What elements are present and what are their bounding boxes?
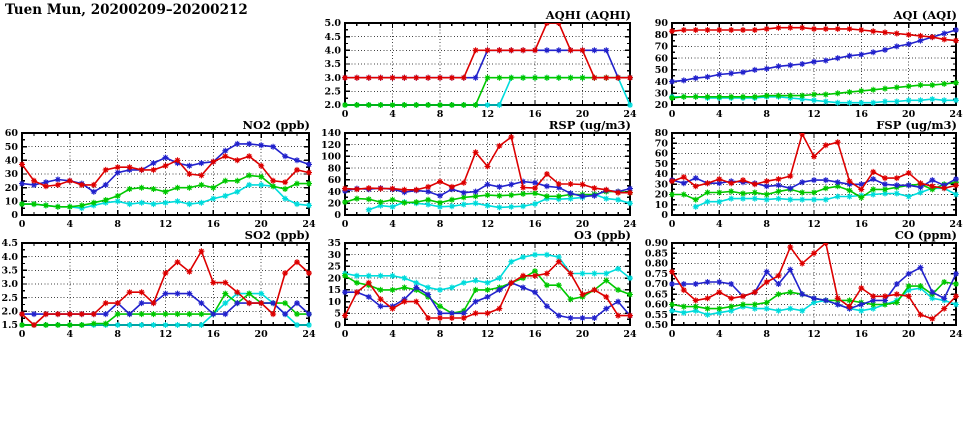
svg-text:0: 0 (341, 219, 349, 230)
svg-text:4: 4 (389, 219, 396, 230)
svg-text:0: 0 (661, 210, 668, 222)
chart-aqhi (323, 8, 640, 122)
svg-text:12: 12 (807, 109, 821, 120)
svg-text:0.85: 0.85 (644, 248, 668, 260)
svg-text:20: 20 (254, 219, 268, 230)
svg-text:0.55: 0.55 (644, 309, 668, 321)
chart-title-rsp: RSP (ug/m3) (548, 118, 631, 132)
svg-text:12: 12 (807, 219, 821, 230)
svg-text:60: 60 (654, 53, 668, 65)
chart-title-aqhi: AQHI (AQHI) (545, 8, 631, 22)
svg-text:3.5: 3.5 (1, 265, 18, 277)
svg-text:90: 90 (654, 18, 668, 30)
svg-text:2.5: 2.5 (1, 292, 18, 304)
svg-text:0.65: 0.65 (644, 289, 668, 301)
svg-text:20: 20 (327, 273, 341, 285)
plot-frame (345, 23, 630, 105)
svg-text:24: 24 (949, 219, 963, 230)
svg-text:20: 20 (4, 182, 18, 194)
svg-text:0.90: 0.90 (644, 238, 668, 250)
svg-text:24: 24 (302, 329, 316, 340)
svg-text:0.60: 0.60 (644, 299, 668, 311)
svg-text:80: 80 (654, 128, 668, 140)
svg-text:80: 80 (327, 163, 341, 175)
svg-text:50: 50 (654, 65, 668, 77)
chart-title-o3: O3 (ppb) (573, 228, 631, 242)
svg-text:4: 4 (66, 219, 74, 230)
svg-text:8: 8 (436, 329, 444, 340)
svg-text:3.0: 3.0 (1, 279, 18, 291)
svg-text:40: 40 (4, 155, 18, 167)
chart-title-fsp: FSP (ug/m3) (876, 118, 957, 132)
chart-title-so2: SO2 (ppb) (244, 228, 310, 242)
svg-text:0: 0 (334, 210, 341, 222)
svg-text:20: 20 (575, 219, 590, 230)
svg-text:4: 4 (716, 219, 723, 230)
svg-text:20: 20 (327, 198, 341, 210)
svg-text:12: 12 (158, 219, 173, 230)
svg-text:24: 24 (623, 329, 637, 340)
svg-text:24: 24 (623, 109, 637, 120)
chart-o3 (323, 228, 640, 342)
svg-text:20: 20 (575, 329, 590, 340)
svg-text:12: 12 (807, 329, 821, 340)
svg-text:4: 4 (389, 109, 396, 120)
page-title: Tuen Mun, 20200209–20200212 (5, 2, 248, 18)
svg-text:3.5: 3.5 (324, 59, 341, 71)
chart-canvas-aqi (650, 8, 975, 122)
series-blue (669, 175, 959, 191)
chart-title-co: CO (ppm) (894, 228, 957, 242)
svg-text:0: 0 (341, 109, 349, 120)
svg-text:20: 20 (575, 109, 590, 120)
svg-text:0: 0 (668, 329, 676, 340)
chart-canvas-rsp (323, 118, 640, 232)
chart-no2 (0, 118, 320, 232)
svg-text:4: 4 (716, 109, 723, 120)
svg-text:40: 40 (327, 186, 341, 198)
svg-text:16: 16 (854, 219, 868, 230)
svg-text:16: 16 (854, 109, 868, 120)
svg-text:24: 24 (302, 219, 316, 230)
svg-text:40: 40 (654, 76, 668, 88)
axis-ticks (345, 23, 630, 105)
chart-canvas-co (644, 228, 975, 342)
svg-text:60: 60 (4, 128, 18, 140)
svg-text:2.0: 2.0 (1, 306, 18, 318)
svg-text:20: 20 (654, 100, 668, 112)
svg-text:24: 24 (949, 109, 963, 120)
svg-text:15: 15 (327, 285, 341, 297)
svg-text:4.0: 4.0 (324, 45, 341, 57)
chart-canvas-fsp (650, 118, 975, 232)
series-cyan (669, 285, 959, 318)
chart-canvas-aqhi (323, 8, 640, 122)
svg-text:12: 12 (480, 109, 495, 120)
chart-fsp (650, 118, 975, 232)
svg-text:40: 40 (654, 169, 668, 181)
svg-text:8: 8 (436, 219, 444, 230)
svg-text:4.0: 4.0 (1, 251, 18, 263)
svg-text:2.5: 2.5 (324, 86, 341, 98)
svg-text:10: 10 (654, 199, 668, 211)
svg-text:50: 50 (4, 141, 18, 153)
svg-text:3.0: 3.0 (324, 72, 341, 84)
svg-text:30: 30 (4, 169, 18, 181)
svg-text:4: 4 (66, 329, 74, 340)
svg-text:8: 8 (763, 219, 770, 230)
svg-text:8: 8 (763, 329, 770, 340)
svg-text:30: 30 (654, 88, 668, 100)
chart-aqi (650, 8, 975, 122)
svg-text:0: 0 (334, 320, 341, 332)
svg-text:20: 20 (654, 189, 668, 201)
svg-text:16: 16 (206, 329, 220, 340)
chart-canvas-so2 (0, 228, 320, 342)
svg-text:0: 0 (18, 219, 26, 230)
svg-text:0: 0 (341, 329, 349, 340)
svg-text:50: 50 (654, 158, 668, 170)
svg-text:10: 10 (4, 196, 18, 208)
svg-text:5.0: 5.0 (324, 18, 341, 30)
svg-text:30: 30 (654, 179, 668, 191)
svg-text:70: 70 (654, 41, 668, 53)
chart-title-no2: NO2 (ppb) (242, 118, 310, 132)
svg-text:140: 140 (321, 128, 341, 140)
svg-text:100: 100 (321, 151, 341, 163)
svg-text:0: 0 (668, 109, 676, 120)
svg-text:24: 24 (949, 329, 963, 340)
svg-text:20: 20 (902, 109, 916, 120)
svg-text:10: 10 (327, 296, 341, 308)
svg-text:1.5: 1.5 (1, 320, 18, 332)
chart-canvas-no2 (0, 118, 320, 232)
svg-text:12: 12 (480, 329, 495, 340)
chart-rsp (323, 118, 640, 232)
svg-text:70: 70 (654, 138, 668, 150)
svg-text:16: 16 (528, 219, 542, 230)
svg-text:0: 0 (18, 329, 26, 340)
svg-text:0: 0 (11, 210, 18, 222)
svg-text:12: 12 (480, 219, 495, 230)
svg-text:8: 8 (114, 329, 121, 340)
svg-text:8: 8 (436, 109, 444, 120)
svg-text:5: 5 (334, 308, 341, 320)
svg-text:0.50: 0.50 (644, 320, 668, 332)
svg-text:0.75: 0.75 (644, 268, 668, 280)
chart-canvas-o3 (323, 228, 640, 342)
svg-text:8: 8 (114, 219, 121, 230)
svg-text:20: 20 (254, 329, 268, 340)
svg-text:8: 8 (763, 109, 770, 120)
svg-text:80: 80 (654, 29, 668, 41)
chart-co (644, 228, 975, 342)
series-red (669, 25, 959, 44)
chart-title-aqi: AQI (AQI) (893, 8, 957, 22)
svg-text:30: 30 (327, 249, 341, 261)
svg-text:16: 16 (528, 329, 542, 340)
svg-text:16: 16 (206, 219, 220, 230)
svg-text:60: 60 (327, 175, 341, 187)
svg-text:35: 35 (327, 238, 341, 250)
svg-text:0: 0 (668, 219, 676, 230)
svg-text:4: 4 (389, 329, 396, 340)
svg-text:25: 25 (327, 261, 341, 273)
svg-text:0.80: 0.80 (644, 258, 668, 270)
svg-text:0.70: 0.70 (644, 279, 668, 291)
gridlines (345, 23, 630, 105)
svg-text:20: 20 (902, 219, 916, 230)
series-red (669, 240, 959, 322)
svg-text:16: 16 (854, 329, 868, 340)
svg-text:12: 12 (158, 329, 173, 340)
svg-text:4: 4 (716, 329, 723, 340)
svg-text:16: 16 (528, 109, 542, 120)
svg-text:24: 24 (623, 219, 637, 230)
svg-text:4.5: 4.5 (324, 31, 341, 43)
svg-text:2.0: 2.0 (324, 100, 341, 112)
chart-so2 (0, 228, 320, 342)
svg-text:60: 60 (654, 148, 668, 160)
svg-text:4.5: 4.5 (1, 238, 18, 250)
svg-text:20: 20 (902, 329, 916, 340)
svg-text:120: 120 (321, 139, 341, 151)
gridlines (672, 133, 956, 215)
